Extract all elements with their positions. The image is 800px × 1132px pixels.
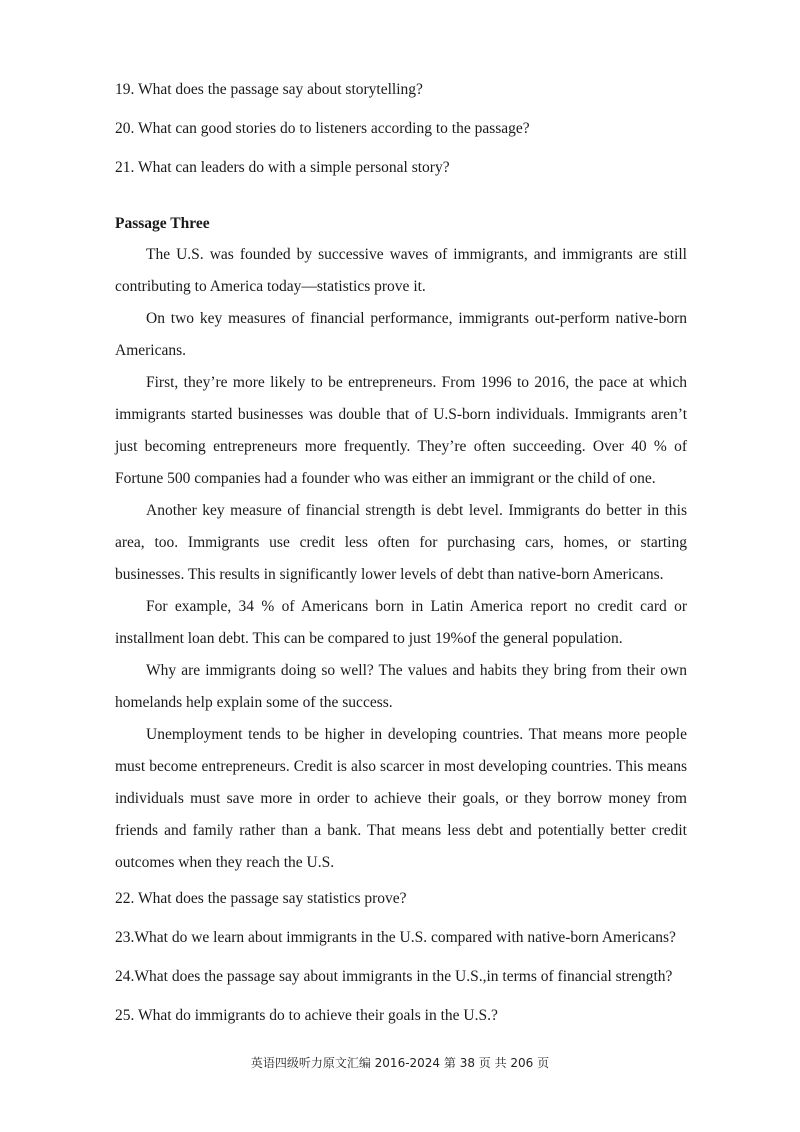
paragraph: For example, 34 % of Americans born in Latin America report no credit card or installment loan debt. This can be compared to just 19%of the general population. — [115, 598, 687, 647]
question-19: 19. What does the passage say about storytelling? — [115, 80, 423, 98]
paragraph: First, they’re more likely to be entrepreneurs. From 1996 to 2016, the pace at which immigrants started businesses was double that of U.S-born individuals. Immigrants aren’t just becoming entrepreneurs more frequently. They’re often succeeding. Over 40 % of Fortune 500 companies had a founder who was either an immigrant or the child of one. — [115, 374, 687, 487]
question-21: 21. What can leaders do with a simple personal story? — [115, 158, 450, 176]
page-footer: 英语四级听力原文汇编 2016-2024 第 38 页 共 206 页 — [250, 1056, 550, 1070]
passage-heading: Passage Three — [115, 215, 210, 232]
question-25: 25. What do immigrants do to achieve their goals in the U.S.? — [115, 1006, 498, 1024]
paragraph: Another key measure of financial strength is debt level. Immigrants do better in this area, too. Immigrants use credit less often for purchasing cars, homes, or starting businesses. This results in significantly lower levels of debt than native-born Americans. — [115, 502, 687, 583]
question-23: 23.What do we learn about immigrants in the U.S. compared with native-born Americans? — [115, 928, 676, 946]
question-24: 24.What does the passage say about immigrants in the U.S.,in terms of financial strength? — [115, 967, 673, 985]
passage-body — [115, 239, 687, 879]
question-list-top — [115, 70, 687, 187]
document-page — [115, 70, 687, 1035]
question-list-bottom — [115, 879, 687, 1035]
paragraph: Unemployment tends to be higher in developing countries. That means more people must become entrepreneurs. Credit is also scarcer in most developing countries. This means individuals must save more in order to achieve their goals, or they borrow money from friends and family rather than a bank. That means less debt and potentially better credit outcomes when they reach the U.S. — [115, 726, 687, 871]
question-22: 22. What does the passage say statistics prove? — [115, 889, 407, 907]
question-20: 20. What can good stories do to listeners according to the passage? — [115, 119, 530, 137]
paragraph: Why are immigrants doing so well? The values and habits they bring from their own homelands help explain some of the success. — [115, 662, 687, 711]
paragraph: The U.S. was founded by successive waves of immigrants, and immigrants are still contributing to America today—statistics prove it. — [115, 246, 687, 295]
paragraph: On two key measures of financial performance, immigrants out-perform native-born Americans. — [115, 310, 687, 359]
